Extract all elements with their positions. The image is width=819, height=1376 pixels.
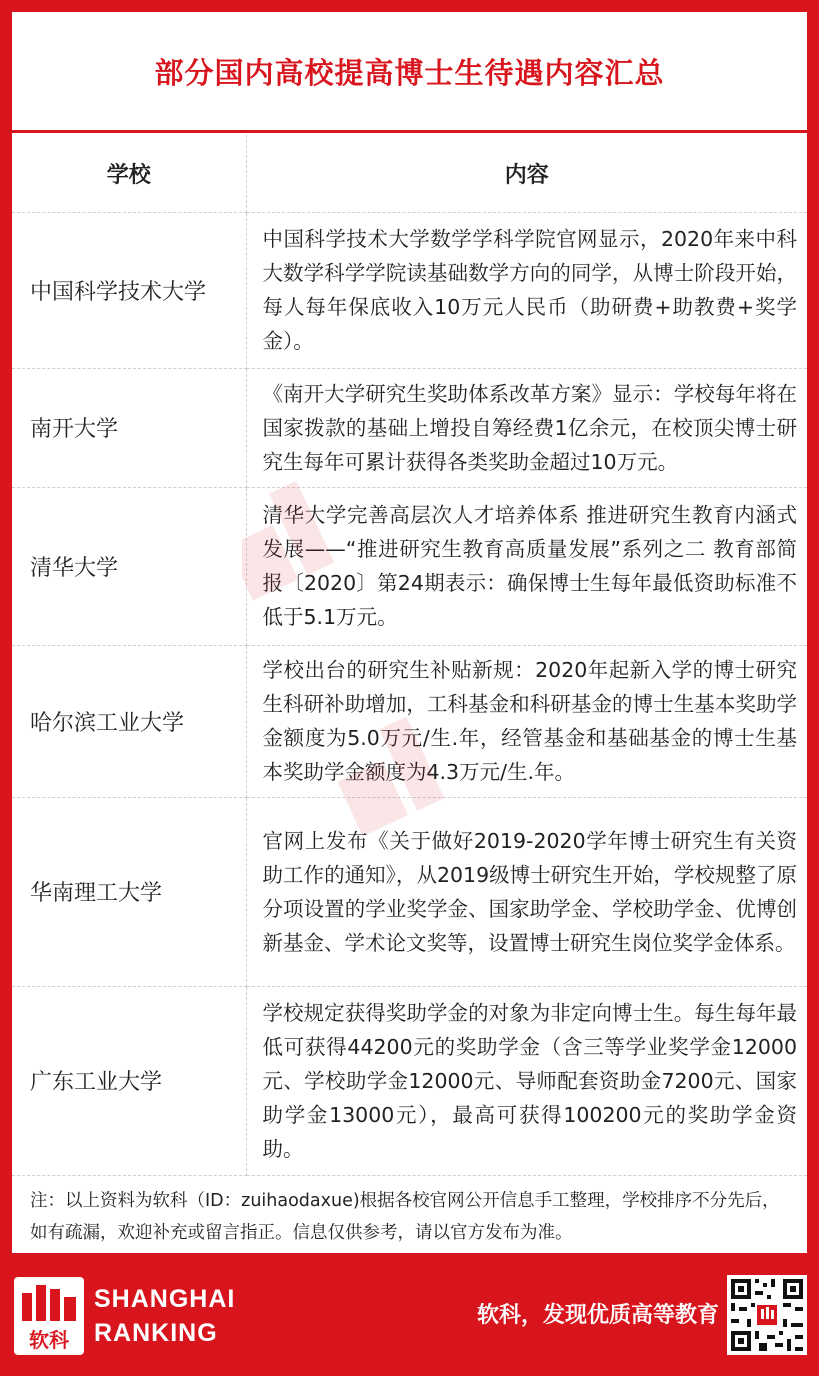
table-row: [12, 645, 807, 797]
table-row: [12, 212, 807, 368]
content-cell: 中国科学技术大学数学学科学院官网显示，2020年来中科大数学科学学院读基础数学方向的同学，从博士阶段开始，每人每年保底收入10万元人民币（助研费+助教费+奖学金）。: [246, 212, 807, 368]
table-row: [12, 797, 807, 986]
school-cell: 清华大学: [12, 487, 246, 645]
slogan: 软科，发现优质高等教育: [476, 1303, 719, 1328]
school-cell: 广东工业大学: [12, 986, 246, 1175]
logo-text: 软科: [29, 1328, 69, 1352]
footnote: 注：以上资料为软科（ID：zuihaodaxue)根据各校官网公开信息手工整理，学校排序不分先后，如有疏漏，欢迎补充或留言指正。信息仅供参考，请以官方发布为准。: [30, 1191, 780, 1243]
school-cell: 南开大学: [12, 368, 246, 487]
table-row: [12, 986, 807, 1175]
shanghai-ranking-logo-icon: [14, 1277, 84, 1355]
summary-table: [12, 135, 807, 1176]
page-title: 部分国内高校提高博士生待遇内容汇总: [154, 55, 665, 90]
column-header-school: 学校: [12, 135, 246, 212]
school-cell: 中国科学技术大学: [12, 212, 246, 368]
qr-code-icon: [727, 1275, 807, 1355]
table-row: [12, 368, 807, 487]
column-header-content: 内容: [246, 135, 807, 212]
brand-name-top: SHANGHAI: [94, 1285, 236, 1313]
content-panel: [12, 12, 807, 1253]
content-cell: 学校规定获得奖助学金的对象为非定向博士生。每生每年最低可获得44200元的奖助学金（含三等学业奖学金12000元、学校助学金12000元、导师配套资助金7200元、国家助学金13000元），最高可获得100200元的奖助学金资助。: [246, 986, 807, 1175]
brand-name-bottom: RANKING: [94, 1319, 218, 1347]
content-cell: 《南开大学研究生奖助体系改革方案》显示：学校每年将在国家拨款的基础上增投自筹经费1亿余元，在校顶尖博士研究生每年可累计获得各类奖助金超过10万元。: [246, 368, 807, 487]
title-banner: [12, 12, 807, 133]
table-header-row: [12, 135, 807, 212]
content-cell: 官网上发布《关于做好2019-2020学年博士研究生有关资助工作的通知》，从2019级博士研究生开始，学校规整了原分项设置的学业奖学金、国家助学金、学校助学金、优博创新基金、学术论文奖等，设置博士研究生岗位奖学金体系。: [246, 797, 807, 986]
school-cell: 哈尔滨工业大学: [12, 645, 246, 797]
footer: [0, 1253, 819, 1376]
content-cell: 学校出台的研究生补贴新规：2020年起新入学的博士研究生科研补助增加，工科基金和科研基金的博士生基本奖助学金额度为5.0万元/生.年，经管基金和基础基金的博士生基本奖助学金额度为4.3万元/生.年。: [246, 645, 807, 797]
table-row: [12, 487, 807, 645]
school-cell: 华南理工大学: [12, 797, 246, 986]
content-cell: 清华大学完善高层次人才培养体系 推进研究生教育内涵式发展——“推进研究生教育高质量发展”系列之二 教育部简报〔2020〕第24期表示：确保博士生每年最低资助标准不低于5.1万元。: [246, 487, 807, 645]
